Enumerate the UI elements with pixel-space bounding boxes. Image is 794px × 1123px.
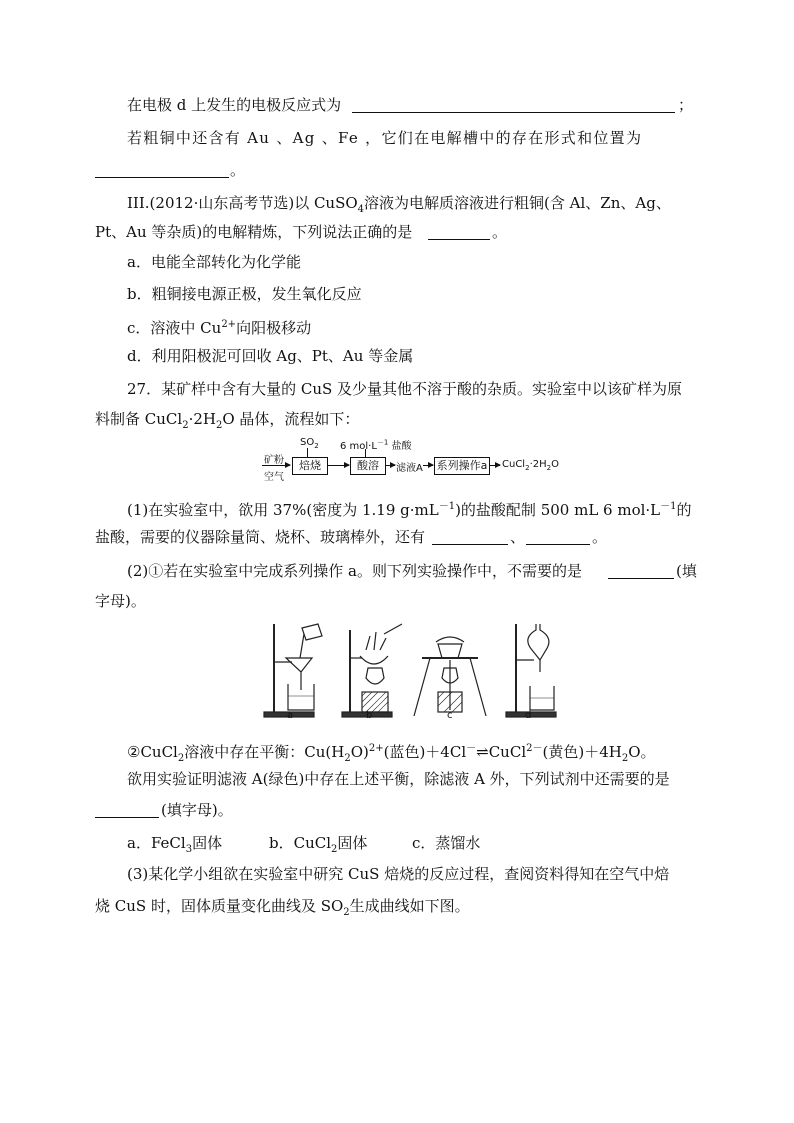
- text: O: [551, 459, 559, 470]
- text: 。: [592, 528, 608, 546]
- sub: 2: [546, 464, 552, 472]
- text: 溶液中存在平衡：Cu(H: [184, 743, 345, 761]
- sep-funnel-left-d: [528, 624, 540, 672]
- text: ·2H: [529, 459, 547, 470]
- flow-box-roasting: 焙烧: [292, 457, 328, 475]
- text: d．利用阳极泥可回收 Ag、Pt、Au 等金属: [127, 347, 414, 365]
- text: c．蒸馏水: [412, 834, 481, 852]
- sep-funnel-right-d: [540, 624, 549, 660]
- crucible-lid-c: [436, 637, 464, 642]
- flow-arrow: [385, 465, 395, 466]
- text: c．溶液中 Cu: [127, 319, 222, 337]
- sup: －1: [376, 438, 389, 447]
- sub: 2: [215, 420, 223, 431]
- text: 。: [492, 223, 508, 241]
- text: (黄色)＋4H: [542, 743, 622, 761]
- text: (1)在实验室中，欲用 37%(密度为 1.19 g·mL: [127, 501, 439, 519]
- text: 6 mol·L: [340, 441, 377, 452]
- text: b．粗铜接电源正极，发生氧化反应: [127, 285, 362, 303]
- text: 料制备 CuCl: [95, 410, 183, 428]
- flow-arrow: [327, 465, 349, 466]
- text: SO: [300, 437, 315, 448]
- text: III.(2012·山东高考节选)以 CuSO: [127, 194, 358, 212]
- answer-blank[interactable]: [608, 564, 674, 579]
- apparatus-figure: [262, 620, 562, 725]
- vapor-b: [366, 632, 386, 650]
- answer-blank[interactable]: [352, 98, 675, 113]
- flow-so2: [300, 437, 319, 450]
- text: (蓝色)＋4Cl: [383, 743, 467, 761]
- equilibrium-arrow: ⇌: [476, 743, 489, 761]
- alcohol-lamp-b: [366, 668, 384, 684]
- sub: 2: [177, 753, 185, 764]
- flow-input-air: 空气: [264, 472, 284, 483]
- sub: 2: [182, 420, 189, 431]
- text: 固体: [337, 834, 368, 852]
- text: O 晶体，流程如下：: [222, 410, 360, 428]
- text: 溶液为电解质溶液进行粗铜(含 Al、Zn、Ag、: [364, 194, 671, 212]
- text: 在电极 d 上发生的电极反应式为: [127, 96, 342, 114]
- answer-blank[interactable]: [95, 163, 229, 178]
- evaporating-dish-b: [360, 656, 388, 664]
- flow-product: [502, 459, 559, 472]
- text: 、: [510, 528, 526, 546]
- text: CuCl: [488, 743, 527, 761]
- text: (2)①若在实验室中完成系列操作 a。则下列实验操作中，不需要的是: [127, 562, 582, 580]
- text: ；: [678, 96, 694, 114]
- label-d: d: [525, 710, 532, 721]
- glass-rod-a: [300, 634, 304, 658]
- text: CuCl: [502, 459, 526, 470]
- text: 欲用实验证明滤液 A(绿色)中存在上述平衡，除滤液 A 外，下列试剂中还需要的是: [127, 770, 670, 788]
- flow-filtrate-a: 滤液A: [396, 463, 423, 474]
- sub: 2: [344, 753, 351, 764]
- text: 27．某矿样中含有大量的 CuS 及少量其他不溶于酸的杂质。实验室中以该矿样为原: [127, 380, 683, 398]
- answer-blank[interactable]: [432, 530, 508, 545]
- text: 烧 CuS 时，固体质量变化曲线及 SO: [95, 897, 344, 915]
- sup: 2－: [526, 743, 543, 754]
- sup: 2+: [368, 743, 384, 754]
- process-flow-diagram: [262, 437, 562, 487]
- sup: －1: [660, 501, 677, 512]
- sup: 2+: [221, 319, 237, 330]
- text: a．电能全部转化为化学能: [127, 253, 301, 271]
- text: a．FeCl: [127, 834, 186, 852]
- sub: 3: [185, 844, 193, 855]
- sub: 2: [525, 464, 530, 472]
- sup: －: [466, 743, 477, 754]
- tripod-c: [414, 658, 486, 716]
- flow-arrow: [489, 465, 500, 466]
- label-c: c: [447, 710, 453, 721]
- text: O。: [628, 743, 656, 761]
- flow-acid: [340, 437, 412, 452]
- beaker-pour-a: [302, 624, 322, 640]
- acid-line: [365, 449, 366, 457]
- text: b．CuCl: [269, 834, 332, 852]
- label-b: b: [366, 710, 373, 721]
- flow-input-ore: 矿粉: [264, 455, 284, 466]
- sub: 2: [343, 907, 350, 918]
- text: 的: [676, 501, 692, 519]
- text: ②CuCl: [127, 743, 178, 761]
- glass-rod-b: [384, 624, 402, 634]
- so2-line: [307, 448, 308, 457]
- text: 盐酸: [388, 441, 412, 452]
- answer-blank[interactable]: [95, 803, 159, 818]
- hatch-b: [362, 692, 388, 712]
- sub: 2: [331, 844, 338, 855]
- text: 若粗铜中还含有 Au 、Ag 、Fe ，它们在电解槽中的存在形式和位置为: [127, 129, 643, 147]
- sub: 4: [357, 204, 365, 215]
- text: (填: [676, 562, 697, 580]
- sup: －1: [438, 501, 456, 512]
- text: )的盐酸配制 500 mL 6 mol·L: [455, 501, 661, 519]
- text: [127, 193, 671, 220]
- crucible-c: [438, 644, 462, 658]
- text: 。: [230, 161, 246, 179]
- text: 盐酸，需要的仪器除量筒、烧杯、玻璃棒外，还有: [95, 528, 426, 546]
- flow-arrow: [423, 465, 433, 466]
- funnel-a: [286, 658, 312, 672]
- answer-blank[interactable]: [428, 225, 490, 240]
- text: O): [350, 743, 369, 761]
- text: 生成曲线如下图。: [349, 897, 470, 915]
- text: ·2H: [188, 410, 216, 428]
- label-a: a: [287, 710, 294, 721]
- flow-arrow: [262, 465, 290, 466]
- text: 字母)。: [95, 592, 146, 610]
- text: (填字母)。: [161, 801, 233, 819]
- flow-box-acid-dissolution: 酸溶: [350, 457, 386, 475]
- text: (3)某化学小组欲在实验室中研究 CuS 焙烧的反应过程，查阅资料得知在空气中焙: [127, 865, 670, 883]
- sub: 2: [314, 442, 319, 450]
- text: 固体: [192, 834, 223, 852]
- text: 向阳极移动: [236, 319, 312, 337]
- text: Pt、Au 等杂质)的电解精炼，下列说法正确的是: [95, 223, 413, 241]
- flow-box-series-operation: 系列操作a: [434, 457, 490, 475]
- answer-blank[interactable]: [526, 530, 590, 545]
- sub: 2: [621, 753, 629, 764]
